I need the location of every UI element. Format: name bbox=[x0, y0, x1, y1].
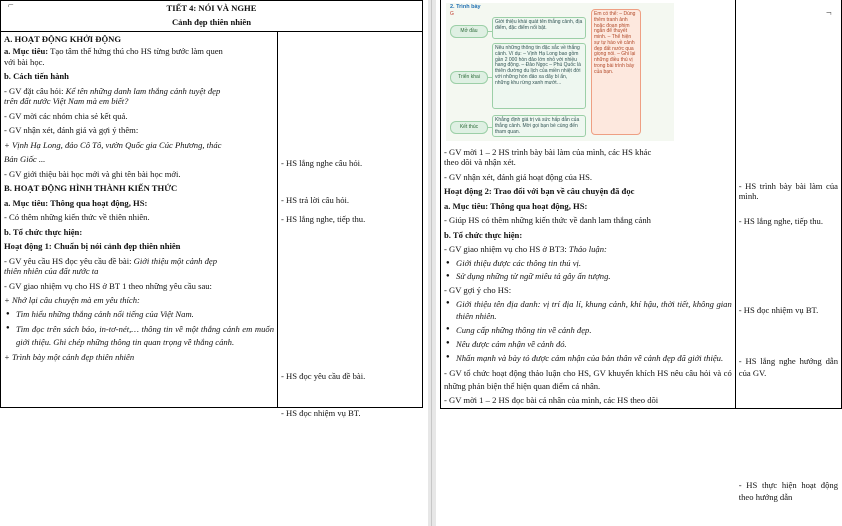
intro-line: - GV giới thiệu bài học mới và ghi tên bài học mới. bbox=[4, 168, 181, 179]
lesson-title: TIẾT 4: NÓI VÀ NGHE bbox=[166, 3, 257, 13]
present-invite: - GV mời 1 – 2 HS trình bày bài làm của mình, các HS khác bbox=[444, 147, 652, 157]
recall-line: + Nhớ lại câu chuyện mà em yêu thích: bbox=[4, 295, 140, 306]
question-prefix: - GV đặt câu hỏi: bbox=[4, 85, 64, 96]
corner-mark: ¬ bbox=[826, 8, 832, 19]
figure-box-open: Giới thiệu khái quát tên thắng cảnh, địa điểm, đặc điểm nổi bật. bbox=[492, 17, 586, 39]
recall-bullets bbox=[4, 309, 274, 348]
groups-line: - GV mời các nhóm chia sẻ kết quả. bbox=[4, 110, 128, 121]
hs-do: - HS thực hiện hoạt động theo hướng dẫn bbox=[738, 480, 838, 503]
requirement-prefix: - GV yêu cầu HS đọc yêu cầu đề bài: bbox=[4, 255, 132, 266]
figure-label-body: Triển khai bbox=[450, 71, 488, 84]
figure-side-note: Em có thể: – Dùng thêm tranh ảnh hoặc đoạn phim ngắn để thuyết minh. – Thể hiện sự tự hào về cảnh đẹp đất nước qua giọng nói. – Ghi lại những điều thú vị trong bài trình bày của bạn. bbox=[591, 9, 641, 135]
bullet-item: ● Tìm đọc trên sách báo, in-tơ-nét,… thông tin về một thắng cảnh em muốn giới thiệu. Ghi chép những thông tin quan trọng về thắng cảnh. bbox=[16, 323, 274, 348]
bullet-item: ● Cung cấp những thông tin về cảnh đẹp. bbox=[456, 324, 732, 336]
question-text: Kể tên những danh lam thắng cảnh tuyệt đẹp bbox=[63, 85, 221, 96]
places-line-2: Bản Giốc ... bbox=[4, 154, 46, 165]
page-divider bbox=[428, 0, 436, 526]
b-goal-text: - Có thêm những kiến thức về thiên nhiên. bbox=[4, 212, 150, 223]
bullet-item: ● Giới thiệu tên địa danh: vị trí địa lí, khung cảnh, khí hậu, thời tiết, không gian thiên nhiên. bbox=[456, 298, 732, 322]
a-goal-label: a. Mục tiêu: bbox=[4, 46, 49, 57]
bullet-item: ● Sử dụng những từ ngữ miêu tả gây ấn tượng. bbox=[456, 271, 732, 281]
presentation-infographic bbox=[446, 3, 674, 141]
bullet-item: ● Tìm hiểu những thắng cảnh nổi tiếng của Việt Nam. bbox=[16, 309, 274, 319]
figure-box-end: Khẳng định giá trị và sức hấp dẫn của thắng cảnh. Mời gọi bạn bè cùng đến tham quan. bbox=[492, 115, 586, 137]
hs-answer: - HS trả lời câu hỏi. bbox=[281, 194, 350, 205]
activity-1-heading: Hoạt động 1: Chuẩn bị nói cảnh đẹp thiên nhiên bbox=[4, 241, 181, 252]
activity-2-heading: Hoạt động 2: Trao đổi với bạn về câu chuyện đã đọc bbox=[444, 186, 635, 197]
invite-last-line: - GV mời 1 – 2 HS đọc bài cá nhân của mình, các HS theo dõi bbox=[444, 395, 659, 406]
figure-label-end: Kết thúc bbox=[450, 121, 488, 134]
hs-listen-note: - HS lắng nghe, tiếp thu. bbox=[281, 213, 366, 224]
hs-present: - HS trình bày bài làm của mình. bbox=[738, 181, 838, 202]
corner-mark: ⌐ bbox=[8, 0, 14, 11]
organize-line: - GV tổ chức hoạt động thảo luận cho HS, GV khuyến khích HS nêu câu hỏi và có những phản biện thể hiện quan điểm cá nhân. bbox=[444, 368, 732, 391]
suggest-line: - GV gợi ý cho HS: bbox=[444, 284, 512, 295]
a-method-heading: b. Cách tiến hành bbox=[4, 71, 69, 82]
content-row bbox=[441, 0, 842, 408]
lesson-table-left bbox=[0, 0, 423, 418]
bullet-item: ● Nhấn mạnh và bày tỏ được cảm nhận của bản thân về cảnh đẹp đã giới thiệu. bbox=[456, 352, 732, 364]
goal-label: a. Mục tiêu: Thông qua hoạt động, HS: bbox=[444, 200, 588, 211]
figure-title: 2. Trình bày bbox=[450, 4, 481, 10]
figure-label-open: Mở đầu bbox=[450, 25, 488, 38]
bt3-italic: Thảo luận: bbox=[566, 244, 607, 255]
present-invite-2: theo dõi và nhận xét. bbox=[444, 157, 516, 168]
figure-g: G bbox=[450, 11, 454, 17]
a-goal-text: Tạo tâm thế hứng thú cho HS từng bước làm quen bbox=[48, 46, 223, 57]
bullet-item: ● Nêu được cảm nhận về cảnh đó. bbox=[456, 338, 732, 350]
review-line: - GV nhận xét, đánh giá hoạt động của HS. bbox=[444, 171, 593, 182]
requirement-text: Giới thiệu một cảnh đẹp bbox=[131, 255, 218, 266]
requirement-text-2: thiên nhiên của đất nước ta bbox=[4, 266, 99, 277]
section-b-heading: B. HOẠT ĐỘNG HÌNH THÀNH KIẾN THỨC bbox=[4, 183, 178, 194]
hs-read-requirement: - HS đọc yêu cầu đề bài. bbox=[281, 370, 366, 381]
bullet-item: ● Giới thiệu được các thông tin thú vị. bbox=[456, 258, 732, 268]
section-a-heading: A. HOẠT ĐỘNG KHỞI ĐỘNG bbox=[4, 33, 122, 44]
content-row bbox=[1, 31, 423, 407]
hs-guide: - HS lắng nghe hướng dẫn của GV. bbox=[738, 356, 838, 379]
task-line: - GV giao nhiệm vụ cho HS ở BT 1 theo những yêu cầu sau: bbox=[4, 280, 212, 291]
org-heading: b. Tổ chức thực hiện: bbox=[444, 229, 523, 240]
lesson-table-right bbox=[440, 0, 842, 503]
hs-read-task: - HS đọc nhiệm vụ BT. bbox=[281, 407, 361, 418]
b-org-heading: b. Tổ chức thực hiện: bbox=[4, 226, 83, 237]
a-goal-text-2: với bài học. bbox=[4, 56, 45, 67]
bt3-prefix: - GV giao nhiệm vụ cho HS ở BT3: bbox=[444, 244, 567, 255]
right-page bbox=[440, 0, 842, 526]
hs-listen: - HS lắng nghe, tiếp thu. bbox=[738, 216, 824, 226]
lesson-subtitle: Cảnh đẹp thiên nhiên bbox=[171, 17, 252, 28]
hint-bullets bbox=[444, 298, 732, 364]
review-line: - GV nhận xét, đánh giá và gợi ý thêm: bbox=[4, 125, 139, 136]
figure-box-body: Nêu những thông tin đặc sắc về thắng cảnh. Ví dụ: – Vịnh Hạ Long bao gồm gần 2 000 hòn đảo lớn nhỏ với nhiều hang động. – Đảo Ngọc – Phú Quốc là thiên đường du lịch của miền nhiệt đới với những hòn đảo xa dãy bí ẩn, những khu rừng xanh mướt… bbox=[492, 43, 586, 109]
discuss-bullets bbox=[444, 258, 732, 282]
question-text-2: trên đất nước Việt Nam mà em biết? bbox=[4, 96, 129, 107]
b-goal-label: a. Mục tiêu: Thông qua hoạt động, HS: bbox=[4, 197, 148, 208]
hs-read-task: - HS đọc nhiệm vụ BT. bbox=[738, 305, 819, 315]
goal-text: - Giúp HS có thêm những kiến thức về danh lam thắng cảnh bbox=[444, 215, 651, 226]
places-line: + Vịnh Hạ Long, đảo Cô Tô, vườn Quốc gia Cúc Phương, thác bbox=[4, 139, 222, 150]
present-line: + Trình bày một cảnh đẹp thiên nhiên bbox=[4, 352, 135, 363]
heading-row bbox=[1, 1, 423, 32]
hs-listen-question: - HS lắng nghe câu hỏi. bbox=[281, 157, 363, 168]
